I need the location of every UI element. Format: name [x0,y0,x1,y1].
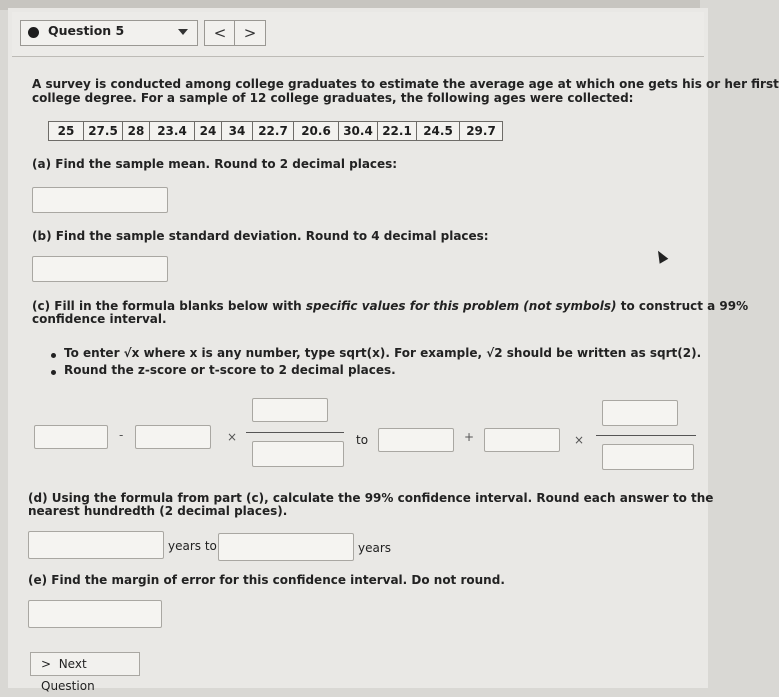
times-sign: × [227,430,238,444]
age-cell: 23.4 [150,122,195,141]
times-sign: × [574,433,585,447]
next-question-arrow-button[interactable]: > [243,24,257,42]
bullet-icon [51,353,56,358]
age-cell: 28 [123,122,150,141]
part-a-prompt: (a) Find the sample mean. Round to 2 decimal places: [32,157,398,171]
ages-table [48,121,503,141]
years-to-label: years to [168,539,217,553]
age-cell: 30.4 [339,122,378,141]
chevron-down-icon[interactable] [178,29,188,35]
sample-mean-input[interactable] [32,187,168,213]
part-b-prompt: (b) Find the sample standard deviation. Round to 4 decimal places: [32,229,489,243]
formula-mean-input-lower[interactable] [34,425,108,449]
intro-line-2: college degree. For a sample of 12 college graduates, the following ages were collected: [32,91,634,105]
plus-sign: + [464,430,475,444]
next-question-label: Next Question [41,657,95,693]
sample-std-dev-input[interactable] [32,256,168,282]
bullet-1-mid: where x is any number, type sqrt(x). For example, [139,346,487,360]
formula-numerator-input-lower[interactable] [252,398,328,422]
intro-line-1: A survey is conducted among college graduates to estimate the average age at which one gets his or her first [32,77,779,91]
age-cell: 22.1 [378,122,417,141]
part-d-text-bold: 99% confidence interval [364,491,528,505]
part-c-bullet-1 [64,346,701,360]
bullet-1-pre: To enter [64,346,124,360]
question-label: Question 5 [48,23,125,38]
fraction-bar [596,435,696,436]
margin-of-error-input[interactable] [28,600,162,628]
formula-denominator-input-lower[interactable] [252,441,344,467]
age-cell: 20.6 [294,122,339,141]
part-d-text-pre: (d) Using the formula from part (c), calculate the [28,491,365,505]
part-d-prompt-line-2: nearest hundredth (2 decimal places). [28,504,288,518]
fraction-bar [246,432,344,433]
part-c-text-pre: (c) Fill in the formula blanks below with [32,299,306,313]
sqrt-x-symbol: √x [123,346,140,360]
part-c-text-post: to construct a 99% [616,299,749,313]
question-status-dot-icon [28,27,39,38]
bullet-icon [51,370,56,375]
part-c-prompt-line-1 [32,299,748,313]
ci-upper-input[interactable] [218,533,354,561]
part-c-bullet-2: Round the z-score or t-score to 2 decimal places. [64,363,396,377]
to-label: to [356,433,369,447]
part-c-prompt-line-2: confidence interval. [32,312,167,326]
age-cell: 29.7 [460,122,503,141]
age-cell: 24 [195,122,222,141]
part-e-prompt: (e) Find the margin of error for this confidence interval. Do not round. [28,573,505,587]
formula-numerator-input-upper[interactable] [602,400,678,426]
age-cell: 22.7 [253,122,294,141]
formula-critical-value-input-lower[interactable] [135,425,211,449]
age-cell: 25 [49,122,84,141]
ci-lower-input[interactable] [28,531,164,559]
minus-sign: - [119,428,124,442]
age-cell: 27.5 [84,122,123,141]
part-d-prompt-line-1 [28,491,713,505]
next-question-button[interactable] [30,652,140,693]
previous-question-button[interactable]: < [213,24,227,42]
part-c-emphasis: specific values for this problem (not symbols) [305,299,617,313]
years-label: years [358,541,392,555]
age-cell: 34 [222,122,253,141]
formula-critical-value-input-upper[interactable] [484,428,560,452]
chevron-right-icon: > [41,657,52,671]
age-cell: 24.5 [417,122,460,141]
formula-denominator-input-upper[interactable] [602,444,694,470]
part-d-text-post: . Round each answer to the [527,491,714,505]
bullet-1-post: should be written as sqrt(2). [502,346,702,360]
formula-mean-input-upper[interactable] [378,428,454,452]
sqrt-2-symbol: √2 [486,346,503,360]
